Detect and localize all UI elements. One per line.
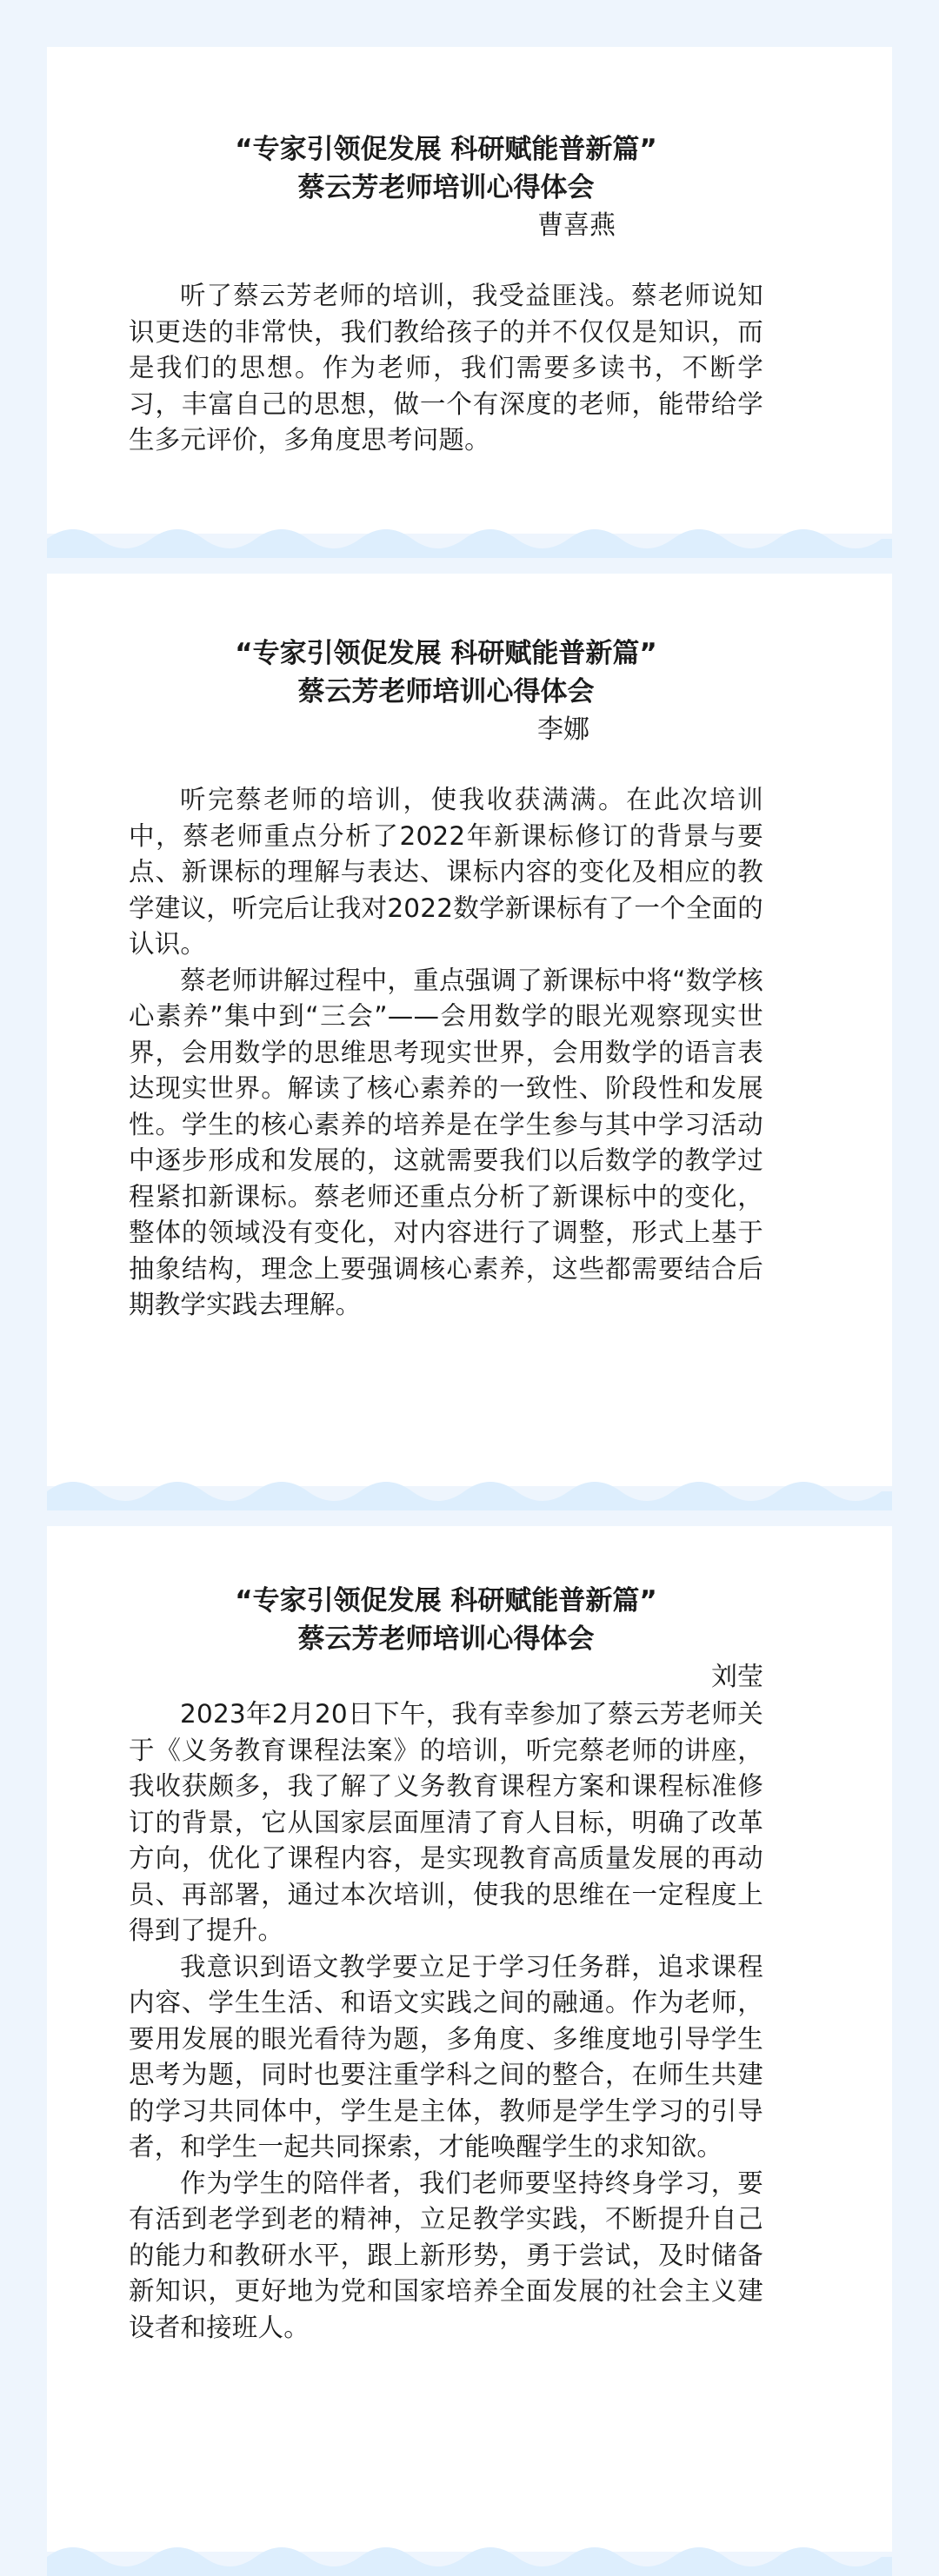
wave-divider-1 xyxy=(47,520,892,558)
section-title-line1: “专家引领促发展 科研赋能普新篇” xyxy=(235,638,657,669)
paragraph: 听了蔡云芳老师的培训，我受益匪浅。蔡老师说知识更迭的非常快，我们教给孩子的并不仅仅是知识，而是我们的思想。作为老师，我们需要多读书，不断学习，丰富自己的思想，做一个有深度的老师，能带给学生多元评价，多角度思考问题。 xyxy=(129,281,763,455)
author-name: 曹喜燕 xyxy=(537,210,616,241)
section-title-line2: 蔡云芳老师培训心得体会 xyxy=(297,676,595,707)
author-name: 李娜 xyxy=(537,714,589,745)
author-name: 刘莹 xyxy=(711,1662,763,1692)
paragraph: 作为学生的陪伴者，我们老师要坚持终身学习，要有活到老学到老的精神，立足教学实践，不断提升自己的能力和教研水平，跟上新形势，勇于尝试，及时储备新知识，更好地为党和国家培养全面发展的社会主义建设者和接班人。 xyxy=(129,2168,763,2342)
section-3 xyxy=(129,1582,763,2346)
paragraph: 2023年2月20日下午，我有幸参加了蔡云芳老师关于《义务教育课程法案》的培训，听完蔡老师的讲座，我收获颇多，我了解了义务教育课程方案和课程标准修订的背景，它从国家层面厘清了育人目标，明确了改革方向，优化了课程内容，是实现教育高质量发展的再动员、再部署，通过本次培训，使我的思维在一定程度上得到了提升。 xyxy=(129,1699,763,1945)
section-title-line2: 蔡云芳老师培训心得体会 xyxy=(297,172,595,203)
wave-divider-3 xyxy=(47,2538,892,2576)
paragraph: 蔡老师讲解过程中，重点强调了新课标中将“数学核心素养”集中到“三会”——会用数学的眼光观察现实世界，会用数学的思维思考现实世界，会用数学的语言表达现实世界。解读了核心素养的一致性、阶段性和发展性。学生的核心素养的培养是在学生参与其中学习活动中逐步形成和发展的，这就需要我们以后数学的教学过程紧扣新课标。蔡老师还重点分析了新课标中的变化，整体的领域没有变化，对内容进行了调整，形式上基于抽象结构，理念上要强调核心素养，这些都需要结合后期教学实践去理解。 xyxy=(129,965,763,1319)
section-1 xyxy=(129,130,763,459)
wave-divider-2 xyxy=(47,1472,892,1510)
section-title-line2: 蔡云芳老师培训心得体会 xyxy=(297,1623,595,1655)
paragraph: 听完蔡老师的培训，使我收获满满。在此次培训中，蔡老师重点分析了2022年新课标修订的背景与要点、新课标的理解与表达、课标内容的变化及相应的教学建议，听完后让我对2022数学新课标有了一个全面的认识。 xyxy=(129,785,763,959)
section-2 xyxy=(129,634,763,1324)
section-title-line1: “专家引领促发展 科研赋能普新篇” xyxy=(235,134,657,165)
paragraph: 我意识到语文教学要立足于学习任务群，追求课程内容、学生生活、和语文实践之间的融通。作为老师，要用发展的眼光看待为题，多角度、多维度地引导学生思考为题，同时也要注重学科之间的整合，在师生共建的学习共同体中，学生是主体，教师是学生学习的引导者，和学生一起共同探索，才能唤醒学生的求知欲。 xyxy=(129,1951,763,2161)
section-title-line1: “专家引领促发展 科研赋能普新篇” xyxy=(235,1585,657,1617)
